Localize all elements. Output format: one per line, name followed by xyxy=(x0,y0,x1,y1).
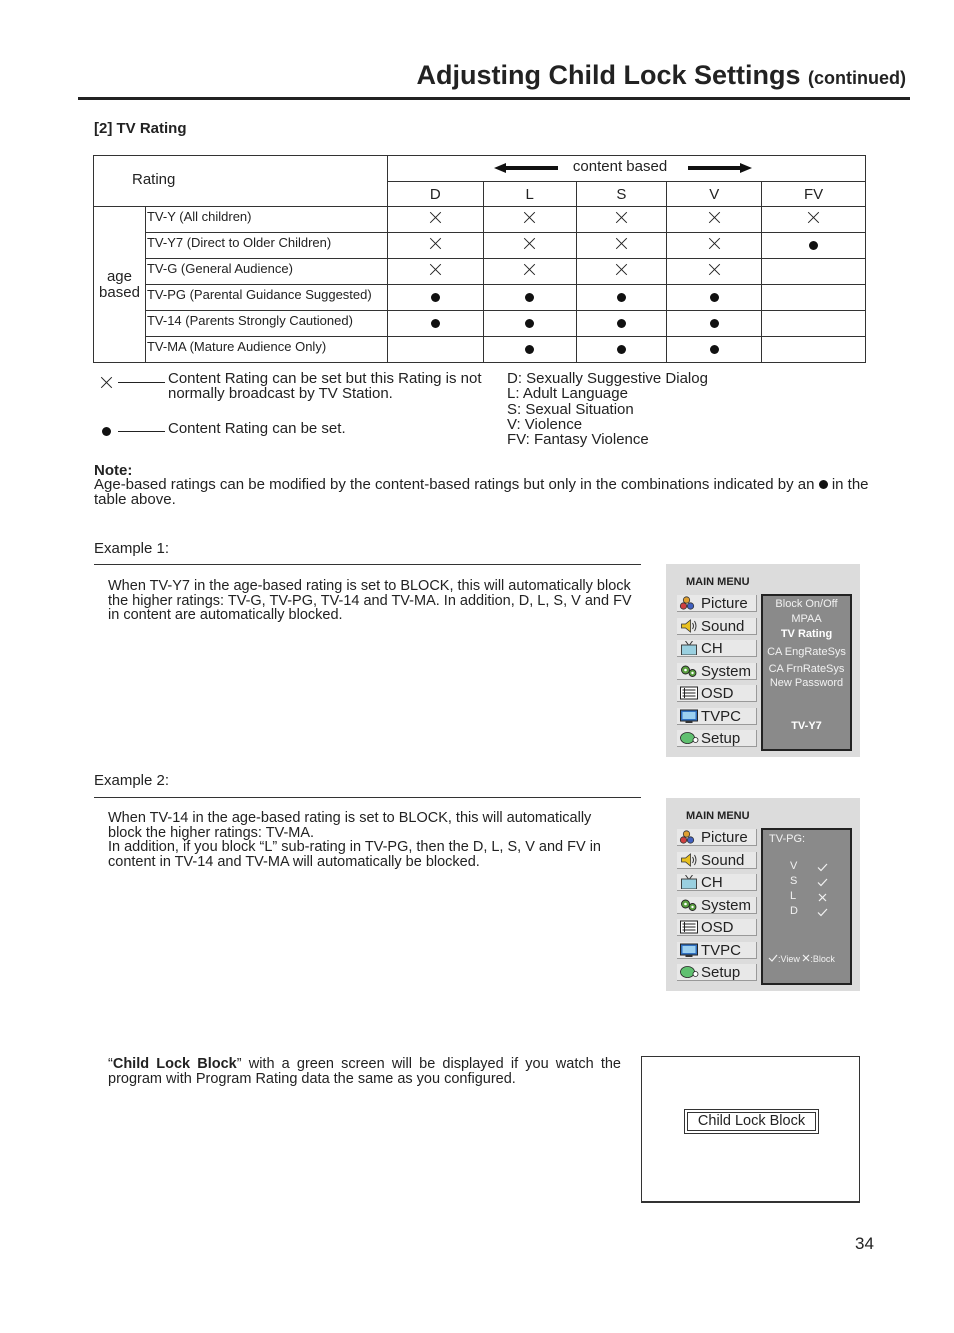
dot-mark-icon xyxy=(710,293,719,302)
example2-text: When TV-14 in the age-based rating is set to BLOCK, this will automatically block the higher ratings: TV-MA. In addition, if you block “L” sub-rating in TV-PG, then the D, L, S, V and FV in content in TV-14 and TV-MA will automatically be blocked. xyxy=(108,810,601,870)
menu-item-label: OSD xyxy=(701,919,734,936)
rating-name: TV-Y (All children) xyxy=(145,207,387,233)
dot-mark-icon xyxy=(431,319,440,328)
rating-cell xyxy=(576,311,667,337)
check-icon[interactable] xyxy=(817,863,828,872)
cross-mark-icon xyxy=(523,211,536,224)
menu-title: MAIN MENU xyxy=(686,810,750,822)
note-text: Age-based ratings can be modified by the content-based ratings but only in the combinations indicated by an in the table above. xyxy=(94,476,869,508)
rating-cell xyxy=(483,285,576,311)
title-rule xyxy=(78,97,910,100)
picture-icon xyxy=(679,596,699,610)
check-icon[interactable] xyxy=(817,908,828,917)
example1-rule xyxy=(94,564,641,565)
rating-cell xyxy=(387,233,483,259)
menu-item-setup[interactable] xyxy=(677,964,757,981)
rating-cell xyxy=(387,337,483,363)
setup-icon xyxy=(679,731,699,745)
rating-cell xyxy=(483,233,576,259)
abbreviation: S: Sexual Situation xyxy=(507,400,634,418)
cross-mark-icon xyxy=(429,263,442,276)
rating-cell xyxy=(576,285,667,311)
menu-item-label: Picture xyxy=(701,829,748,846)
rating-cell xyxy=(387,311,483,337)
rating-cell xyxy=(576,259,667,285)
setup-icon xyxy=(679,965,699,979)
rating-cell xyxy=(762,233,866,259)
sub-rating-label: S xyxy=(790,875,798,887)
note-heading: Note: xyxy=(94,462,133,479)
rating-cell xyxy=(483,259,576,285)
menu-item-ch[interactable] xyxy=(677,874,757,891)
menu-item-label: System xyxy=(701,896,752,914)
menu-item-label: CH xyxy=(701,874,723,891)
content-based-header xyxy=(387,156,865,182)
rating-row xyxy=(94,233,866,259)
tv-pg-panel xyxy=(761,828,852,985)
osd-icon xyxy=(679,920,699,934)
panel-item[interactable]: Block On/Off xyxy=(775,598,838,610)
rating-header: Rating xyxy=(94,156,388,207)
rating-cell xyxy=(667,337,762,363)
rating-cell xyxy=(667,207,762,233)
rating-cell xyxy=(483,207,576,233)
panel-title: TV-PG: xyxy=(769,833,806,845)
col-header: FV xyxy=(762,182,866,207)
cross-mark-icon xyxy=(708,237,721,250)
rating-cell xyxy=(667,311,762,337)
menu-item-label: TVPC xyxy=(701,941,742,959)
osd-icon xyxy=(679,686,699,700)
menu-item-sound[interactable] xyxy=(677,852,757,869)
abbreviation: L: Adult Language xyxy=(507,385,628,403)
dot-mark-icon xyxy=(525,345,534,354)
dot-mark-icon xyxy=(102,427,111,436)
sub-rating-label: D xyxy=(790,905,798,917)
rating-cell xyxy=(387,207,483,233)
cross-mark-icon xyxy=(708,263,721,276)
child-lock-panel xyxy=(761,594,852,751)
arrow-left-icon xyxy=(494,163,558,173)
cross-icon[interactable] xyxy=(817,893,828,902)
child-lock-block-button[interactable]: Child Lock Block xyxy=(684,1109,819,1134)
rating-row xyxy=(94,311,866,337)
legend-dot-text: Content Rating can be set. xyxy=(168,420,346,437)
cross-mark-icon xyxy=(523,237,536,250)
main-menu-screen-2 xyxy=(666,798,860,991)
rating-cell xyxy=(576,233,667,259)
dot-mark-icon xyxy=(431,293,440,302)
dot-mark-icon xyxy=(617,345,626,354)
child-lock-screen xyxy=(641,1056,860,1203)
panel-item[interactable]: CA FrnRateSys xyxy=(768,663,845,675)
menu-title: MAIN MENU xyxy=(686,576,750,588)
check-icon[interactable] xyxy=(817,878,828,887)
rating-cell xyxy=(762,311,866,337)
menu-item-ch[interactable] xyxy=(677,640,757,657)
rating-cell xyxy=(762,259,866,285)
menu-item-label: Picture xyxy=(701,595,748,612)
rating-row xyxy=(94,285,866,311)
page-title: Adjusting Child Lock Settings (continued) xyxy=(416,60,906,90)
page-number: 34 xyxy=(855,1234,874,1253)
rating-name: TV-G (General Audience) xyxy=(145,259,387,285)
rating-row xyxy=(94,207,866,233)
sub-rating-label: V xyxy=(790,860,798,872)
rating-cell xyxy=(762,207,866,233)
dot-mark-icon xyxy=(710,345,719,354)
panel-footer: TV-Y7 xyxy=(791,720,822,732)
rating-cell xyxy=(576,337,667,363)
dot-mark-icon xyxy=(617,319,626,328)
tv-icon xyxy=(679,875,699,889)
gears-icon xyxy=(679,664,699,678)
example1-text: When TV-Y7 in the age-based rating is set to BLOCK, this will automatically block the higher ratings: TV-G, TV-PG, TV-14 and TV-MA. In addition, D, L, S, V and FV in content are automatically blocked. xyxy=(108,578,632,623)
col-header: V xyxy=(667,182,762,207)
rating-cell xyxy=(483,311,576,337)
cross-mark-icon xyxy=(429,211,442,224)
cross-mark-icon xyxy=(615,263,628,276)
cross-mark-icon xyxy=(615,211,628,224)
menu-item-picture[interactable] xyxy=(677,829,757,846)
rating-cell xyxy=(667,233,762,259)
rating-name: TV-14 (Parents Strongly Cautioned) xyxy=(145,311,387,337)
menu-item-label: Setup xyxy=(701,964,741,981)
rating-table xyxy=(93,155,866,363)
menu-item-sound[interactable] xyxy=(677,618,757,635)
sub-rating-label: L xyxy=(790,890,797,902)
abbreviation: FV: Fantasy Violence xyxy=(507,431,649,449)
cross-mark-icon xyxy=(807,211,820,224)
example1-label: Example 1: xyxy=(94,540,170,557)
cross-mark-icon xyxy=(523,263,536,276)
dot-mark-icon xyxy=(525,293,534,302)
check-icon xyxy=(768,954,778,962)
rating-cell xyxy=(667,259,762,285)
picture-icon xyxy=(679,830,699,844)
menu-item-label: CH xyxy=(701,640,723,657)
rating-row xyxy=(94,337,866,363)
view-block-legend: :View :Block xyxy=(768,954,835,964)
menu-item-osd[interactable] xyxy=(677,685,757,702)
abbreviation: D: Sexually Suggestive Dialog xyxy=(507,370,708,387)
menu-item-label: Sound xyxy=(701,617,745,635)
dot-mark-icon xyxy=(710,319,719,328)
menu-item-label: Sound xyxy=(701,851,745,869)
col-header: D xyxy=(387,182,483,207)
rating-cell xyxy=(483,337,576,363)
menu-item-system[interactable] xyxy=(677,663,757,680)
panel-item[interactable]: MPAA xyxy=(791,613,822,625)
rating-cell xyxy=(762,285,866,311)
cross-mark-icon xyxy=(100,376,113,389)
rating-cell xyxy=(762,337,866,363)
dot-mark-icon xyxy=(617,293,626,302)
example2-label: Example 2: xyxy=(94,772,170,789)
cross-mark-icon xyxy=(429,237,442,250)
monitor-icon xyxy=(679,709,699,723)
gears-icon xyxy=(679,898,699,912)
main-menu-screen-1 xyxy=(666,564,860,757)
cross-mark-icon xyxy=(708,211,721,224)
menu-item-label: OSD xyxy=(701,685,734,702)
menu-item-label: System xyxy=(701,662,752,680)
panel-item[interactable]: CA EngRateSys xyxy=(767,646,846,658)
menu-item-picture[interactable] xyxy=(677,595,757,612)
legend-cross-text: Content Rating can be set but this Rating is not normally broadcast by TV Station. xyxy=(168,370,482,402)
arrow-right-icon xyxy=(688,163,752,173)
menu-item-setup[interactable] xyxy=(677,730,757,747)
section-title: [2] TV Rating xyxy=(94,120,187,137)
legend-line xyxy=(118,431,165,432)
rating-name: TV-MA (Mature Audience Only) xyxy=(145,337,387,363)
col-header: S xyxy=(576,182,667,207)
dot-mark-icon xyxy=(809,241,818,250)
menu-item-tvpc[interactable] xyxy=(677,942,757,959)
cross-mark-icon xyxy=(615,237,628,250)
abbreviation-list xyxy=(507,371,708,447)
menu-item-tvpc[interactable] xyxy=(677,708,757,725)
rating-cell xyxy=(387,285,483,311)
example2-rule xyxy=(94,797,641,798)
menu-item-label: TVPC xyxy=(701,707,742,725)
rating-cell xyxy=(667,285,762,311)
panel-item[interactable]: New Password xyxy=(769,677,844,689)
speaker-icon xyxy=(679,619,699,633)
rating-row xyxy=(94,259,866,285)
dot-mark-icon xyxy=(819,480,828,489)
panel-item-selected[interactable]: TV Rating xyxy=(780,628,833,640)
legend-line xyxy=(118,382,165,383)
speaker-icon xyxy=(679,853,699,867)
menu-item-system[interactable] xyxy=(677,897,757,914)
age-based-label: age based xyxy=(94,207,146,363)
dot-mark-icon xyxy=(525,319,534,328)
abbreviation: V: Violence xyxy=(507,415,583,433)
content-based-label: content based xyxy=(572,158,668,175)
monitor-icon xyxy=(679,943,699,957)
rating-name: TV-PG (Parental Guidance Suggested) xyxy=(145,285,387,311)
rating-cell xyxy=(576,207,667,233)
child-lock-text: “Child Lock Block” with a green screen will be displayed if you watch the program with Program Rating data the same as you configured. xyxy=(108,1056,621,1087)
menu-item-osd[interactable] xyxy=(677,919,757,936)
tv-icon xyxy=(679,641,699,655)
rating-cell xyxy=(387,259,483,285)
col-header: L xyxy=(483,182,576,207)
menu-item-label: Setup xyxy=(701,730,741,747)
rating-name: TV-Y7 (Direct to Older Children) xyxy=(145,233,387,259)
